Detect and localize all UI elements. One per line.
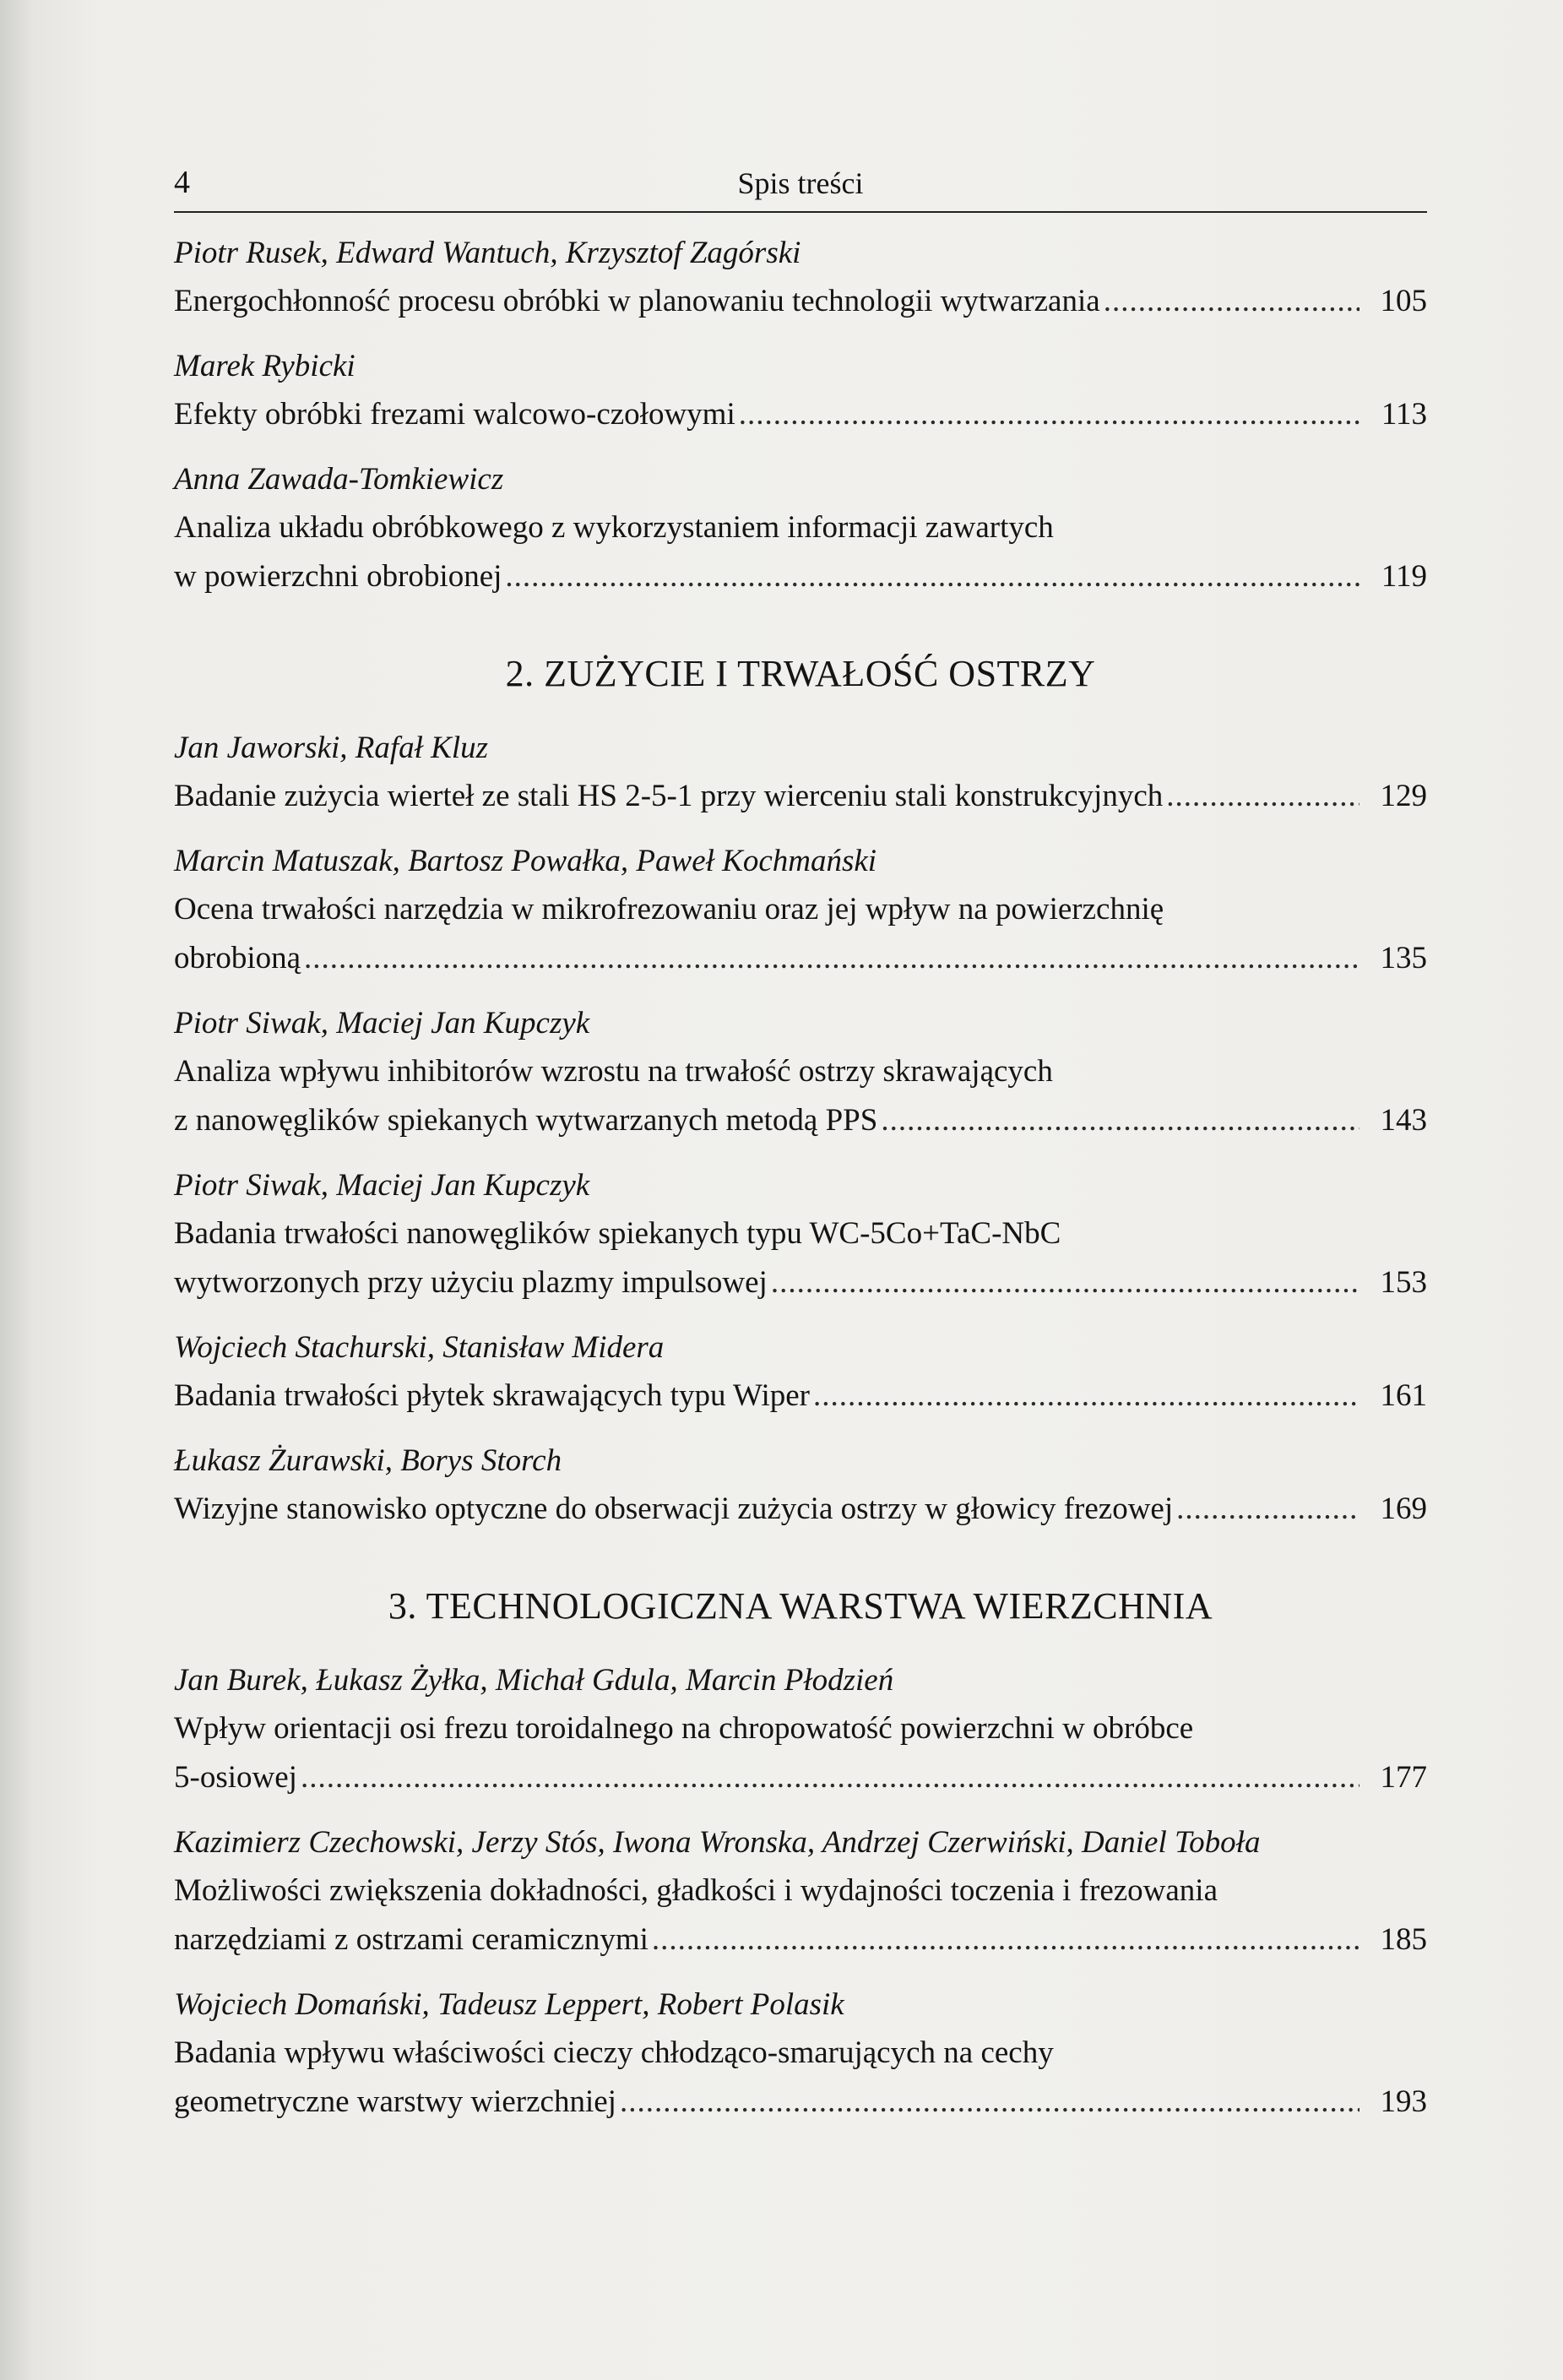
entry-page-number: 161 [1380,1378,1427,1413]
toc-entry [174,1437,1427,1534]
entry-authors: Wojciech Stachurski, Stanisław Midera [174,1330,665,1365]
entry-page-number: 177 [1380,1760,1427,1795]
entry-title-text: Badania trwałości płytek skrawających typu Wiper [174,1378,810,1413]
page-number: 4 [174,165,190,200]
toc-entry [174,1000,1427,1145]
dot-leader [813,1372,1359,1421]
entry-authors: Wojciech Domański, Tadeusz Leppert, Robert Polasik [174,1987,844,2022]
entry-title-line: Wpływ orientacji osi frezu toroidalnego na chropowatość powierzchni w obróbce [174,1711,1194,1746]
dot-leader [1166,772,1359,821]
entry-title-text: geometryczne warstwy wierzchniej [174,2084,616,2119]
entry-title-last-line [174,1915,1427,1964]
entry-title-line: Możliwości zwiększenia dokładności, gładkości i wydajności toczenia i frezowania [174,1873,1218,1908]
toc-entry [174,1162,1427,1307]
entry-title-line: Analiza układu obróbkowego z wykorzystaniem informacji zawartych [174,510,1054,545]
entry-title-text: obrobioną [174,941,301,975]
dot-leader [881,1096,1359,1145]
entry-title-text: narzędziami z ostrzami ceramicznymi [174,1922,649,1957]
entry-title-text: z nanowęglików spiekanych wytwarzanych metodą PPS [174,1103,878,1138]
entry-title-line: Ocena trwałości narzędzia w mikrofrezowaniu oraz jej wpływ na powierzchnię [174,892,1164,926]
toc-entry [174,456,1427,601]
entry-authors: Jan Jaworski, Rafał Kluz [174,731,489,765]
entry-title-line: Badania trwałości nanowęglików spiekanych typu WC-5Co+TaC-NbC [174,1216,1061,1251]
entry-title-last-line [174,390,1427,439]
entry-authors: Marek Rybicki [174,349,355,383]
entry-title-text: Badanie zużycia wierteł ze stali HS 2-5-1 przy wierceniu stali konstrukcyjnych [174,779,1164,813]
dot-leader [505,552,1359,601]
entry-authors: Jan Burek, Łukasz Żyłka, Michał Gdula, Marcin Płodzień [174,1663,894,1698]
entry-authors: Marcin Matuszak, Bartosz Powałka, Paweł Kochmański [174,844,877,878]
entry-title-text: 5-osiowej [174,1760,297,1795]
entry-page-number: 193 [1380,2084,1427,2119]
entry-authors: Piotr Siwak, Maciej Jan Kupczyk [174,1006,590,1041]
entry-title-line: Badania wpływu właściwości cieczy chłodząco-smarujących na cechy [174,2035,1054,2070]
entry-page-number: 185 [1380,1922,1427,1957]
dot-leader [304,934,1359,983]
dot-leader [739,390,1359,439]
entry-title-last-line [174,552,1427,601]
toc-entry [174,1981,1427,2127]
running-header [174,152,1427,213]
section-heading-2: 2. ZUŻYCIE I TRWAŁOŚĆ OSTRZY [505,653,1096,694]
entry-authors: Kazimierz Czechowski, Jerzy Stós, Iwona Wronska, Andrzej Czerwiński, Daniel Toboła [174,1825,1261,1860]
section-2-entries [174,725,1427,1534]
running-title: Spis treści [737,166,864,200]
entry-title-last-line [174,2078,1427,2127]
toc-entry [174,1819,1427,1964]
entry-page-number: 143 [1380,1103,1427,1138]
entry-page-number: 105 [1380,284,1427,318]
entry-title-text: Wizyjne stanowisko optyczne do obserwacji zużycia ostrzy w głowicy frezowej [174,1492,1174,1526]
entry-authors: Łukasz Żurawski, Borys Storch [174,1443,562,1478]
toc-entry [174,230,1427,326]
entries-top [174,230,1427,601]
entry-title-line: Analiza wpływu inhibitorów wzrostu na trwałość ostrzy skrawających [174,1054,1053,1089]
entry-page-number: 129 [1380,779,1427,813]
entry-title-last-line [174,772,1427,821]
toc-entry [174,1324,1427,1421]
section-heading-3: 3. TECHNOLOGICZNA WARSTWA WIERZCHNIA [388,1585,1213,1627]
dot-leader [1176,1485,1359,1534]
entry-title-text: wytworzonych przy użyciu plazmy impulsowej [174,1265,768,1300]
dot-leader [771,1258,1359,1307]
entry-title-last-line [174,1485,1427,1534]
toc-entry [174,725,1427,821]
entry-authors: Anna Zawada-Tomkiewicz [174,462,504,497]
entry-title-text: Efekty obróbki frezami walcowo-czołowymi [174,397,735,432]
entry-title-last-line [174,277,1427,326]
entry-title-last-line [174,1096,1427,1145]
toc-entry [174,838,1427,983]
entry-page-number: 119 [1381,559,1427,594]
entry-title-last-line [174,1753,1427,1802]
entry-title-text: Energochłonność procesu obróbki w planowaniu technologii wytwarzania [174,284,1100,318]
dot-leader [620,2078,1359,2127]
entry-page-number: 169 [1380,1492,1427,1526]
entry-page-number: 153 [1380,1265,1427,1300]
entry-page-number: 113 [1381,397,1427,432]
toc-entry [174,1657,1427,1802]
entry-title-text: w powierzchni obrobionej [174,559,502,594]
toc-entry [174,343,1427,439]
entry-title-last-line [174,934,1427,983]
entry-page-number: 135 [1380,941,1427,975]
entry-title-last-line [174,1372,1427,1421]
table-of-contents [174,152,1427,2144]
dot-leader [301,1753,1359,1802]
dot-leader [652,1915,1359,1964]
entry-title-last-line [174,1258,1427,1307]
section-3-entries [174,1657,1427,2127]
entry-authors: Piotr Rusek, Edward Wantuch, Krzysztof Zagórski [174,236,801,270]
dot-leader [1104,277,1359,326]
entry-authors: Piotr Siwak, Maciej Jan Kupczyk [174,1168,590,1203]
